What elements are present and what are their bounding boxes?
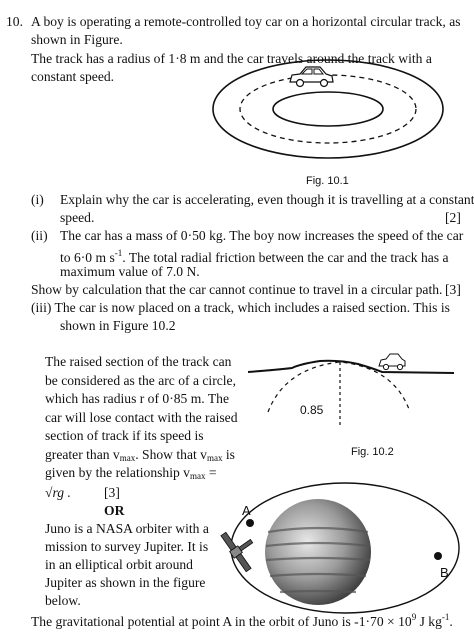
question-number: 10. xyxy=(6,14,23,29)
juno-line-4: Jupiter as shown in the figure xyxy=(45,575,206,590)
car-icon xyxy=(290,67,333,87)
juno-line-1: Juno is a NASA orbiter with a xyxy=(45,521,209,536)
arc-circle-dashed xyxy=(268,362,410,412)
raised-line-3: which has radius r of 0·85 m. The xyxy=(45,391,229,406)
part-ii-line-3: maximum value of 7.0 N. xyxy=(60,264,200,279)
radius-line-1: The track has a radius of 1·8 m and the car travels around the track with a xyxy=(31,51,432,66)
raised-line-5: section of track if its speed is xyxy=(45,428,204,443)
point-b-marker xyxy=(434,552,442,560)
part-ii-line-1: The car has a mass of 0·50 kg. The boy now increases the speed of the car xyxy=(60,228,464,243)
part-iii-line-2: shown in Figure 10.2 xyxy=(60,318,176,333)
raised-marks: [3] xyxy=(104,485,120,500)
juno-orbit-figure xyxy=(219,483,459,613)
point-a-marker xyxy=(246,519,254,527)
inner-track xyxy=(273,92,383,126)
middle-track-dashed xyxy=(240,75,416,143)
part-ii-line-2: to 6·0 m $s^{-1}$. The total radial friction between the car and the track has a xyxy=(60,248,449,265)
small-car-icon xyxy=(379,354,405,370)
raised-track xyxy=(248,361,454,373)
jupiter-planet xyxy=(265,499,371,605)
part-i-line-1: Explain why the car is accelerating, even though it is travelling at a constant xyxy=(60,192,474,207)
potential-line: The gravitational potential at point A in the orbit of Juno is $-1\cdot 70 \times 10^9$ J $kg^{-1}$. xyxy=(31,612,453,629)
part-i-line-2: speed. xyxy=(60,210,95,225)
part-i-label: (i) xyxy=(31,192,44,207)
juno-line-3: in an elliptical orbit around xyxy=(45,557,193,572)
raised-line-6: greater than $v_{max}$. Show that $v_{max}$ is xyxy=(45,447,235,463)
juno-spacecraft-icon xyxy=(219,523,264,573)
or-label: OR xyxy=(104,503,125,518)
juno-line-2: mission to survey Jupiter. It is xyxy=(45,539,209,554)
radius-line-2: constant speed. xyxy=(31,69,115,84)
part-ii-label: (ii) xyxy=(31,228,48,243)
show-line: Show by calculation that the car cannot continue to travel in a circular path. xyxy=(31,282,443,297)
intro-line-2: shown in Figure. xyxy=(31,32,123,47)
figure-10-2 xyxy=(248,354,454,425)
fig-10-1-caption: Fig. 10.1 xyxy=(306,175,349,187)
raised-formula: √rg . xyxy=(45,485,71,500)
raised-line-2: be considered as the arc of a circle, xyxy=(45,373,236,388)
point-b-label: B xyxy=(440,565,449,580)
fig-10-2-caption: Fig. 10.2 xyxy=(351,446,394,458)
part-iii-line-1: (iii) The car is now placed on a track, which includes a raised section. This is xyxy=(31,300,450,315)
intro-line-1: A boy is operating a remote-controlled toy car on a horizontal circular track, as xyxy=(31,14,461,29)
part-i-marks: [2] xyxy=(445,210,461,225)
juno-line-5: below. xyxy=(45,593,81,608)
raised-line-1: The raised section of the track can xyxy=(45,354,232,369)
show-marks: [3] xyxy=(445,282,461,297)
fig-10-2-radius-label: 0.85 xyxy=(300,403,324,417)
raised-line-4: car will lose contact with the raised xyxy=(45,410,238,425)
point-a-label: A xyxy=(242,503,251,518)
raised-line-7: given by the relationship $v_{max}$ = xyxy=(45,465,217,481)
